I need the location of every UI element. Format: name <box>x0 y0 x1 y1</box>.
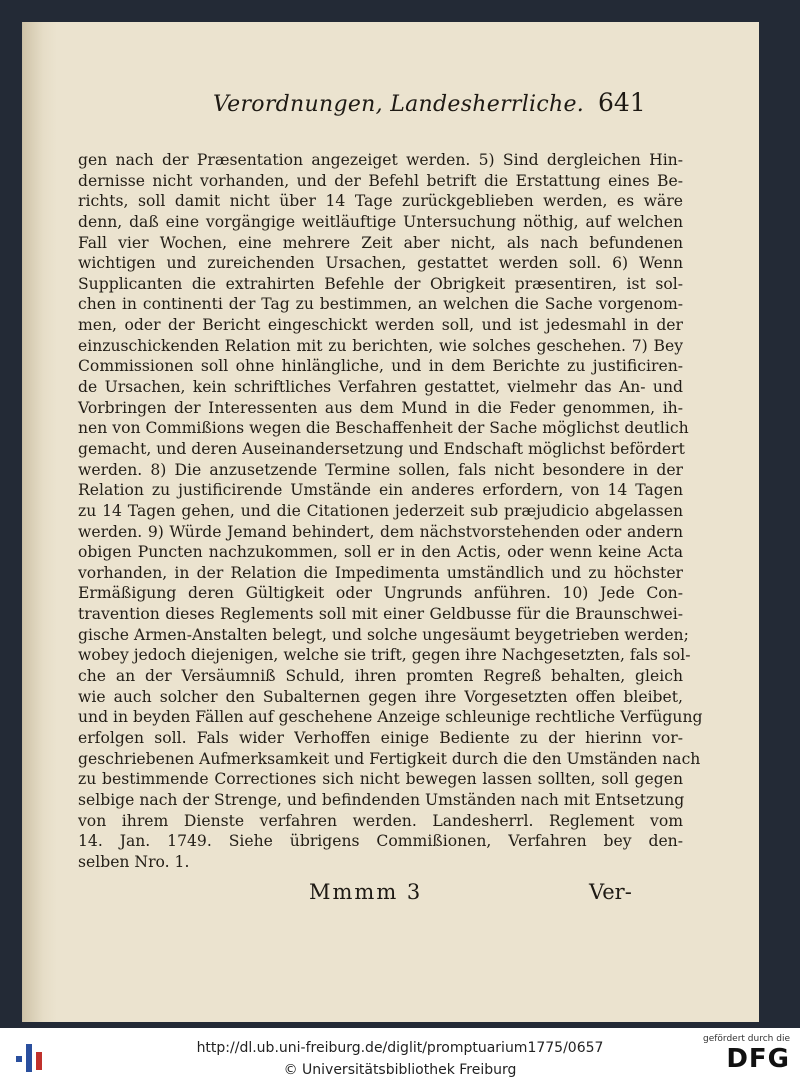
text-line: einzuschickenden Relation mit zu berichten, wie solches geschehen. 7) Bey <box>78 336 683 355</box>
text-line: richts, soll damit nicht über 14 Tage zurückgeblieben werden, es wäre <box>78 192 683 211</box>
catchword: Ver- <box>589 880 632 904</box>
text-line: werden. 9) Würde Jemand behindert, dem nächstvorstehenden oder andern <box>78 522 683 541</box>
dfg-logo <box>700 1034 790 1080</box>
text-line: gen nach der Præsentation angezeiget werden. 5) Sind dergleichen Hin- <box>78 151 683 169</box>
text-line: Fall vier Wochen, eine mehrere Zeit aber nicht, als nach befundenen <box>78 233 683 252</box>
text-line: de Ursachen, kein schriftliches Verfahren gestattet, vielmehr das An- und <box>78 378 683 397</box>
text-line: obigen Puncten nachzukommen, soll er in den Actis, oder wenn keine Acta <box>78 543 683 562</box>
signature-mark: Mmmm 3 <box>309 880 423 904</box>
page-number: 641 <box>598 88 646 117</box>
text-line: vorhanden, in der Relation die Impedimenta umständlich und zu höchster <box>78 563 683 582</box>
text-line: gische Armen-Anstalten belegt, und solche ungesäumt beygetrieben werden; <box>78 625 689 644</box>
text-line: Supplicanten die extrahirten Befehle der Obrigkeit præsentiren, ist sol- <box>78 274 683 293</box>
text-line: Relation zu justificirende Umstände ein anderes erfordern, von 14 Tagen <box>78 481 683 500</box>
text-line: und in beyden Fällen auf geschehene Anzeige schleunige rechtliche Verfügung <box>78 708 703 727</box>
text-line: che an der Versäumniß Schuld, ihren promten Regreß behalten, gleich <box>78 667 683 686</box>
text-line: werden. 8) Die anzusetzende Termine sollen, fals nicht besondere in der <box>78 460 683 479</box>
text-line: chen in continenti der Tag zu bestimmen, an welchen die Sache vorgenom- <box>78 295 683 314</box>
text-line: dernisse nicht vorhanden, und der Befehl betrift die Erstattung eines Be- <box>78 171 683 190</box>
text-line: men, oder der Bericht eingeschickt werden soll, und ist jedesmahl in der <box>78 316 683 335</box>
text-line: selben Nro. 1. <box>78 852 190 871</box>
text-line: wobey jedoch diejenigen, welche sie trift, gegen ihre Nachgesetzten, fals sol- <box>78 646 691 665</box>
book-page <box>22 22 759 1022</box>
permalink-link[interactable]: http://dl.ub.uni-freiburg.de/diglit/promptuarium1775/0657 <box>196 1040 604 1056</box>
text-line: geschriebenen Aufmerksamkeit und Fertigkeit durch die den Umständen nach <box>78 749 701 768</box>
text-line: Vorbringen der Interessenten aus dem Mund in die Feder genommen, ih- <box>78 398 683 417</box>
sponsor-caption: gefördert durch die <box>703 1034 790 1044</box>
text-line: zu bestimmende Correctiones sich nicht bewegen lassen sollten, soll gegen <box>78 770 683 789</box>
text-line: von ihrem Dienste verfahren werden. Landesherrl. Reglement vom <box>78 811 683 830</box>
text-line: zu 14 Tagen gehen, und die Citationen jederzeit sub præjudicio abgelassen <box>78 501 683 520</box>
copyright-text: © Universitätsbibliothek Freiburg <box>283 1062 517 1078</box>
running-head: Verordnungen, Landesherrliche. <box>213 92 585 117</box>
text-line: gemacht, und deren Auseinandersetzung und Endschaft möglichst befördert <box>78 439 685 458</box>
text-line: wichtigen und zureichenden Ursachen, gestattet werden soll. 6) Wenn <box>78 254 683 273</box>
text-line: Commissionen soll ohne hinlängliche, und in dem Berichte zu justificiren- <box>78 357 683 376</box>
text-line: denn, daß eine vorgängige weitläuftige Untersuchung nöthig, auf welchen <box>78 212 683 231</box>
text-line: Ermäßigung deren Gültigkeit oder Ungrunds anführen. 10) Jede Con- <box>78 584 683 603</box>
viewer-footer <box>0 1028 800 1085</box>
text-line: selbige nach der Strenge, und befindenden Umständen nach mit Entsetzung <box>78 790 685 809</box>
dfg-logo-icon: DFG <box>726 1044 790 1074</box>
body-text <box>78 150 703 872</box>
text-line: wie auch solcher den Subalternen gegen ihre Vorgesetzten offen bleibet, <box>78 687 683 706</box>
text-line: nen von Commißions wegen die Beschaffenheit der Sache möglichst deutlich <box>78 419 689 438</box>
text-line: travention dieses Reglements soll mit einer Geldbusse für die Braunschwei- <box>78 605 683 624</box>
text-line: erfolgen soll. Fals wider Verhoffen einige Bediente zu der hierinn vor- <box>78 728 683 747</box>
text-line: 14. Jan. 1749. Siehe übrigens Commißionen, Verfahren bey den- <box>78 832 683 851</box>
